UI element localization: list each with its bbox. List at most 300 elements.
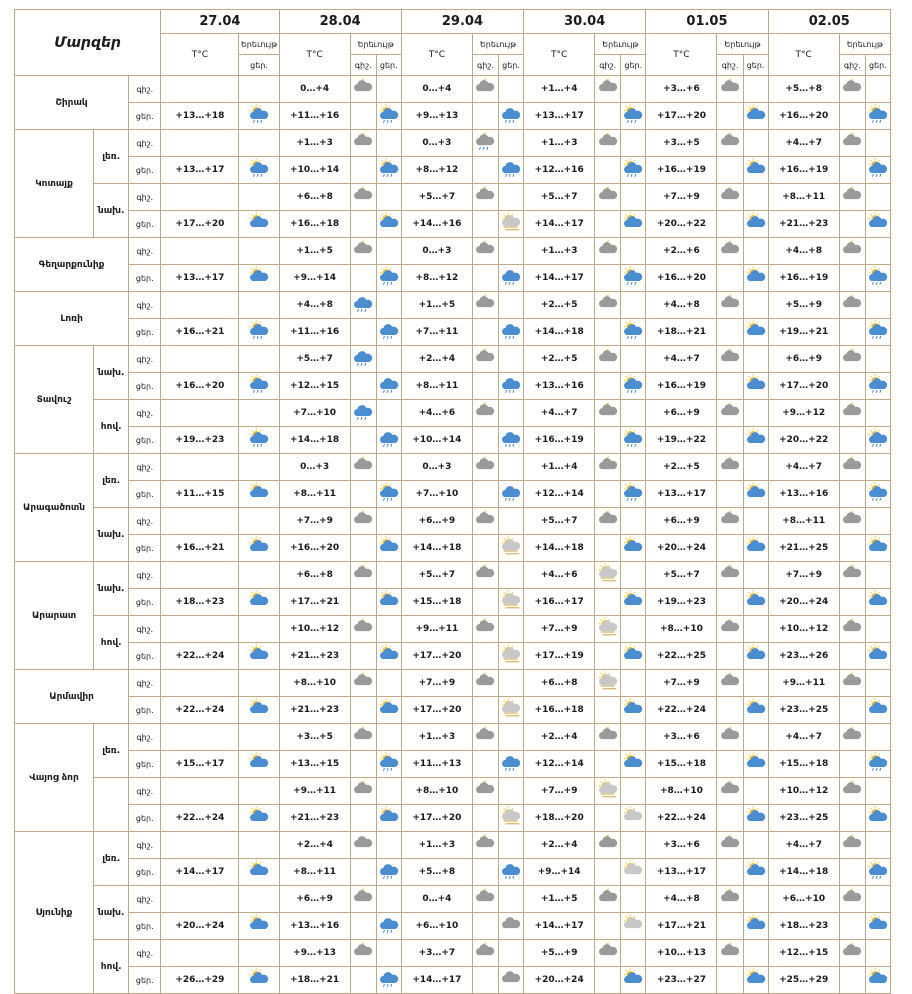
night-weather-icon-cell bbox=[472, 697, 498, 724]
sub-area-label: հով. bbox=[94, 616, 129, 670]
moon-cloud-icon bbox=[474, 886, 496, 912]
night-weather-icon-cell bbox=[350, 238, 376, 265]
weather-header: Երեւույթ bbox=[350, 34, 401, 55]
temperature-range: +8…+10 bbox=[279, 670, 350, 697]
night-weather-icon-cell bbox=[839, 481, 865, 508]
temperature-range: +9…+11 bbox=[401, 616, 472, 643]
night-weather-icon-cell bbox=[839, 778, 865, 805]
temp-header: T°C bbox=[401, 34, 472, 76]
sub-area-label: նախ. bbox=[94, 184, 129, 238]
weather-icon-cell bbox=[239, 805, 279, 832]
day-weather-icon-cell bbox=[865, 805, 890, 832]
temperature-range: +8…+11 bbox=[279, 859, 350, 886]
day-weather-icon-cell bbox=[376, 454, 401, 481]
partly-icon bbox=[248, 859, 270, 885]
day-weather-icon-cell bbox=[865, 832, 890, 859]
rain-sun-icon bbox=[867, 157, 889, 183]
fog-icon bbox=[500, 211, 522, 237]
day-weather-icon-cell bbox=[499, 481, 524, 508]
temperature-range: +23…+25 bbox=[768, 697, 839, 724]
temperature-range: +20…+22 bbox=[768, 427, 839, 454]
rain-sun-icon bbox=[378, 265, 400, 291]
time-of-day-label: ցեր. bbox=[129, 373, 161, 400]
sub-area-label: լեռ. bbox=[94, 130, 129, 184]
weather-icon-cell bbox=[239, 238, 279, 265]
time-of-day-label: ցեր. bbox=[129, 913, 161, 940]
moon-cloud-icon bbox=[597, 454, 619, 480]
night-weather-icon-cell bbox=[472, 157, 498, 184]
day-weather-icon-cell bbox=[865, 643, 890, 670]
partly-icon bbox=[248, 967, 270, 993]
day-weather-icon-cell bbox=[499, 940, 524, 967]
moon-cloud-icon bbox=[841, 130, 863, 156]
day-weather-icon-cell bbox=[499, 400, 524, 427]
day-weather-icon-cell bbox=[865, 211, 890, 238]
partly-icon bbox=[378, 643, 400, 669]
night-weather-icon-cell bbox=[472, 724, 498, 751]
night-weather-icon-cell bbox=[595, 265, 621, 292]
temperature-range: +13…+18 bbox=[161, 103, 239, 130]
regions-header: Մարզեր bbox=[15, 10, 161, 76]
weather-icon-cell bbox=[239, 697, 279, 724]
night-weather-icon-cell bbox=[350, 481, 376, 508]
day-weather-icon-cell bbox=[621, 238, 646, 265]
time-of-day-label: գիշ. bbox=[129, 400, 161, 427]
day-weather-icon-cell bbox=[865, 562, 890, 589]
night-weather-icon-cell bbox=[595, 616, 621, 643]
day-weather-icon-cell bbox=[499, 211, 524, 238]
rain-sun-icon bbox=[867, 859, 889, 885]
day-weather-icon-cell bbox=[376, 400, 401, 427]
day-weather-icon-cell bbox=[865, 670, 890, 697]
weather-icon-cell bbox=[239, 400, 279, 427]
temperature-range: +7…+9 bbox=[524, 616, 595, 643]
night-weather-icon-cell bbox=[350, 913, 376, 940]
day-weather-icon-cell bbox=[499, 805, 524, 832]
weather-icon-cell bbox=[239, 373, 279, 400]
night-weather-icon-cell bbox=[595, 454, 621, 481]
night-weather-icon-cell bbox=[472, 886, 498, 913]
day-weather-icon-cell bbox=[499, 643, 524, 670]
day-weather-icon-cell bbox=[743, 643, 768, 670]
time-of-day-label: գիշ. bbox=[129, 184, 161, 211]
temperature-range: +15…+18 bbox=[768, 751, 839, 778]
temperature-range: +14…+17 bbox=[524, 211, 595, 238]
night-weather-icon-cell bbox=[717, 184, 743, 211]
moon-cloud-icon bbox=[352, 670, 374, 696]
moon-cloud-icon bbox=[352, 184, 374, 210]
night-weather-icon-cell bbox=[717, 346, 743, 373]
temperature-range bbox=[161, 292, 239, 319]
night-weather-icon-cell bbox=[839, 751, 865, 778]
temperature-range: +4…+7 bbox=[768, 832, 839, 859]
rain-sun-icon bbox=[622, 373, 644, 399]
table-row bbox=[15, 643, 891, 670]
partly-icon bbox=[248, 211, 270, 237]
night-weather-icon-cell bbox=[595, 589, 621, 616]
day-weather-icon-cell bbox=[621, 76, 646, 103]
day-weather-icon-cell bbox=[376, 697, 401, 724]
day-weather-icon-cell bbox=[865, 481, 890, 508]
night-weather-icon-cell bbox=[595, 76, 621, 103]
temperature-range: +17…+20 bbox=[161, 211, 239, 238]
day-weather-icon-cell bbox=[621, 643, 646, 670]
day-weather-icon-cell bbox=[865, 292, 890, 319]
weather-header: Երեւույթ bbox=[839, 34, 890, 55]
night-weather-icon-cell bbox=[350, 724, 376, 751]
temperature-range: +10…+12 bbox=[768, 616, 839, 643]
temperature-range: +4…+7 bbox=[646, 346, 717, 373]
fog-icon bbox=[597, 670, 619, 696]
sub-area-label: նախ. bbox=[94, 346, 129, 400]
moon-cloud-icon bbox=[597, 184, 619, 210]
day-weather-icon-cell bbox=[865, 697, 890, 724]
moon-cloud-icon bbox=[841, 616, 863, 642]
moon-cloud-icon bbox=[474, 292, 496, 318]
night-weather-icon-cell bbox=[717, 697, 743, 724]
sub-area-label: լեռ. bbox=[94, 724, 129, 778]
day-weather-icon-cell bbox=[621, 670, 646, 697]
temperature-range: +5…+7 bbox=[401, 184, 472, 211]
day-weather-icon-cell bbox=[499, 967, 524, 994]
rain-sun-icon bbox=[248, 157, 270, 183]
time-of-day-label: գիշ. bbox=[129, 238, 161, 265]
temperature-range: +16…+19 bbox=[646, 157, 717, 184]
rain-sun-icon bbox=[378, 751, 400, 777]
temperature-range bbox=[161, 346, 239, 373]
time-of-day-label: գիշ. bbox=[129, 616, 161, 643]
day-weather-icon-cell bbox=[865, 454, 890, 481]
day-weather-icon-cell bbox=[499, 751, 524, 778]
night-weather-icon-cell bbox=[839, 265, 865, 292]
night-weather-icon-cell bbox=[839, 805, 865, 832]
table-row bbox=[15, 184, 891, 211]
day-weather-icon-cell bbox=[499, 76, 524, 103]
moon-cloud-icon bbox=[352, 508, 374, 534]
night-weather-icon-cell bbox=[595, 157, 621, 184]
night-weather-icon-cell bbox=[595, 940, 621, 967]
day-weather-icon-cell bbox=[376, 319, 401, 346]
night-weather-icon-cell bbox=[595, 400, 621, 427]
fog-icon bbox=[500, 589, 522, 615]
night-weather-icon-cell bbox=[595, 481, 621, 508]
day-weather-icon-cell bbox=[621, 724, 646, 751]
time-of-day-label: ցեր. bbox=[129, 535, 161, 562]
night-weather-icon-cell bbox=[595, 238, 621, 265]
temperature-range: +4…+6 bbox=[401, 400, 472, 427]
moon-cloud-icon bbox=[719, 670, 741, 696]
temperature-range: +2…+4 bbox=[524, 832, 595, 859]
temperature-range: +13…+15 bbox=[279, 751, 350, 778]
time-of-day-label: ցեր. bbox=[129, 319, 161, 346]
temperature-range: 0…+3 bbox=[401, 130, 472, 157]
day-weather-icon-cell bbox=[865, 400, 890, 427]
rain-icon bbox=[500, 481, 522, 507]
fog-icon bbox=[500, 697, 522, 723]
moon-cloud-icon bbox=[597, 400, 619, 426]
day-weather-icon-cell bbox=[865, 373, 890, 400]
day-weather-icon-cell bbox=[499, 103, 524, 130]
moon-cloud-icon bbox=[719, 130, 741, 156]
time-of-day-label: ցեր. bbox=[129, 805, 161, 832]
night-header: գիշ. bbox=[717, 55, 743, 76]
rain-icon bbox=[500, 859, 522, 885]
day-weather-icon-cell bbox=[743, 535, 768, 562]
weather-icon-cell bbox=[239, 76, 279, 103]
temperature-range: +21…+25 bbox=[768, 535, 839, 562]
night-weather-icon-cell bbox=[350, 76, 376, 103]
table-row bbox=[15, 832, 891, 859]
partly-icon bbox=[867, 589, 889, 615]
temperature-range: 0…+3 bbox=[401, 238, 472, 265]
rain-sun-icon bbox=[867, 427, 889, 453]
rain-icon bbox=[500, 265, 522, 291]
partly-icon bbox=[622, 697, 644, 723]
cloud-sun-icon bbox=[622, 859, 644, 885]
moon-rain-icon bbox=[474, 130, 496, 156]
night-weather-icon-cell bbox=[595, 859, 621, 886]
day-weather-icon-cell bbox=[376, 265, 401, 292]
temp-header: T°C bbox=[279, 34, 350, 76]
moon-cloud-icon bbox=[719, 76, 741, 102]
rain-sun-icon bbox=[622, 481, 644, 507]
night-weather-icon-cell bbox=[839, 832, 865, 859]
temperature-range: +13…+17 bbox=[646, 859, 717, 886]
moon-cloud-icon bbox=[597, 886, 619, 912]
day-weather-icon-cell bbox=[499, 292, 524, 319]
night-weather-icon-cell bbox=[350, 292, 376, 319]
rain-icon bbox=[352, 292, 374, 318]
day-weather-icon-cell bbox=[865, 886, 890, 913]
day-weather-icon-cell bbox=[499, 832, 524, 859]
weather-icon-cell bbox=[239, 670, 279, 697]
moon-cloud-icon bbox=[352, 886, 374, 912]
rain-icon bbox=[500, 373, 522, 399]
night-weather-icon-cell bbox=[839, 697, 865, 724]
day-weather-icon-cell bbox=[743, 130, 768, 157]
time-of-day-label: ցեր. bbox=[129, 427, 161, 454]
day-weather-icon-cell bbox=[376, 859, 401, 886]
moon-cloud-icon bbox=[352, 940, 374, 966]
table-row bbox=[15, 130, 891, 157]
partly-icon bbox=[745, 805, 767, 831]
day-weather-icon-cell bbox=[865, 751, 890, 778]
night-weather-icon-cell bbox=[717, 886, 743, 913]
night-weather-icon-cell bbox=[472, 76, 498, 103]
temperature-range: +8…+10 bbox=[646, 778, 717, 805]
night-weather-icon-cell bbox=[839, 427, 865, 454]
temperature-range: +19…+21 bbox=[768, 319, 839, 346]
day-weather-icon-cell bbox=[743, 103, 768, 130]
moon-cloud-icon bbox=[597, 508, 619, 534]
rain-icon bbox=[500, 427, 522, 453]
night-weather-icon-cell bbox=[839, 400, 865, 427]
temperature-range: +2…+6 bbox=[646, 238, 717, 265]
day-weather-icon-cell bbox=[499, 265, 524, 292]
temperature-range: +10…+13 bbox=[646, 940, 717, 967]
moon-cloud-icon bbox=[719, 832, 741, 858]
day-weather-icon-cell bbox=[376, 643, 401, 670]
region-name: Արարատ bbox=[15, 562, 94, 670]
temperature-range: +1…+3 bbox=[401, 724, 472, 751]
time-of-day-label: գիշ. bbox=[129, 130, 161, 157]
weather-icon-cell bbox=[239, 940, 279, 967]
partly-icon bbox=[248, 265, 270, 291]
night-weather-icon-cell bbox=[839, 859, 865, 886]
partly-icon bbox=[745, 427, 767, 453]
night-weather-icon-cell bbox=[350, 589, 376, 616]
night-weather-icon-cell bbox=[717, 427, 743, 454]
partly-icon bbox=[248, 751, 270, 777]
temperature-range: +7…+9 bbox=[646, 670, 717, 697]
night-weather-icon-cell bbox=[595, 103, 621, 130]
cloud-sun-icon bbox=[622, 913, 644, 939]
table-row bbox=[15, 346, 891, 373]
temperature-range: +9…+11 bbox=[768, 670, 839, 697]
day-weather-icon-cell bbox=[499, 859, 524, 886]
night-header: գիշ. bbox=[839, 55, 865, 76]
night-weather-icon-cell bbox=[472, 508, 498, 535]
temperature-range: +18…+20 bbox=[524, 805, 595, 832]
night-weather-icon-cell bbox=[350, 670, 376, 697]
temperature-range: +8…+12 bbox=[401, 265, 472, 292]
time-of-day-label: գիշ. bbox=[129, 670, 161, 697]
table-row bbox=[15, 373, 891, 400]
temperature-range: +14…+18 bbox=[279, 427, 350, 454]
day-weather-icon-cell bbox=[743, 157, 768, 184]
moon-cloud-icon bbox=[597, 130, 619, 156]
temperature-range: +3…+5 bbox=[279, 724, 350, 751]
night-weather-icon-cell bbox=[839, 724, 865, 751]
moon-cloud-icon bbox=[474, 346, 496, 372]
table-row bbox=[15, 400, 891, 427]
temperature-range bbox=[161, 508, 239, 535]
night-weather-icon-cell bbox=[839, 967, 865, 994]
temperature-range bbox=[161, 76, 239, 103]
moon-cloud-icon bbox=[841, 238, 863, 264]
temperature-range: +11…+16 bbox=[279, 103, 350, 130]
night-weather-icon-cell bbox=[595, 427, 621, 454]
temperature-range: +13…+17 bbox=[161, 265, 239, 292]
temperature-range: 0…+4 bbox=[279, 76, 350, 103]
temperature-range: +14…+17 bbox=[161, 859, 239, 886]
moon-cloud-icon bbox=[352, 238, 374, 264]
sub-area-label: հով. bbox=[94, 940, 129, 994]
temperature-range: +3…+6 bbox=[646, 76, 717, 103]
moon-cloud-icon bbox=[597, 724, 619, 750]
temperature-range: +17…+20 bbox=[768, 373, 839, 400]
night-weather-icon-cell bbox=[717, 76, 743, 103]
day-weather-icon-cell bbox=[865, 103, 890, 130]
moon-cloud-icon bbox=[719, 562, 741, 588]
temperature-range: +17…+20 bbox=[401, 805, 472, 832]
night-weather-icon-cell bbox=[350, 832, 376, 859]
day-weather-icon-cell bbox=[499, 319, 524, 346]
weather-icon-cell bbox=[239, 859, 279, 886]
night-weather-icon-cell bbox=[595, 562, 621, 589]
temperature-range: +25…+29 bbox=[768, 967, 839, 994]
table-row bbox=[15, 859, 891, 886]
temperature-range: +20…+24 bbox=[524, 967, 595, 994]
temperature-range: +20…+24 bbox=[161, 913, 239, 940]
night-weather-icon-cell bbox=[350, 535, 376, 562]
moon-cloud-icon bbox=[719, 400, 741, 426]
temperature-range bbox=[161, 940, 239, 967]
weather-header: Երեւույթ bbox=[717, 34, 768, 55]
time-of-day-label: գիշ. bbox=[129, 886, 161, 913]
rain-sun-icon bbox=[867, 103, 889, 129]
day-weather-icon-cell bbox=[621, 913, 646, 940]
rain-sun-icon bbox=[622, 427, 644, 453]
temperature-range: +7…+9 bbox=[279, 508, 350, 535]
moon-cloud-icon bbox=[474, 562, 496, 588]
night-weather-icon-cell bbox=[350, 184, 376, 211]
night-weather-icon-cell bbox=[839, 103, 865, 130]
day-header: ցեր. bbox=[376, 55, 401, 76]
night-weather-icon-cell bbox=[472, 589, 498, 616]
moon-cloud-icon bbox=[352, 778, 374, 804]
temperature-range: +7…+9 bbox=[524, 778, 595, 805]
day-weather-icon-cell bbox=[499, 886, 524, 913]
night-weather-icon-cell bbox=[839, 508, 865, 535]
temperature-range: +22…+25 bbox=[646, 643, 717, 670]
rain-icon bbox=[378, 859, 400, 885]
time-of-day-label: ցեր. bbox=[129, 157, 161, 184]
partly-icon bbox=[745, 103, 767, 129]
rain-icon bbox=[378, 373, 400, 399]
night-weather-icon-cell bbox=[595, 832, 621, 859]
date-header: 30.04 bbox=[524, 10, 646, 34]
day-weather-icon-cell bbox=[499, 238, 524, 265]
moon-cloud-icon bbox=[719, 940, 741, 966]
day-weather-icon-cell bbox=[499, 130, 524, 157]
temperature-range: +7…+10 bbox=[401, 481, 472, 508]
fog-icon bbox=[597, 616, 619, 642]
day-weather-icon-cell bbox=[376, 211, 401, 238]
night-weather-icon-cell bbox=[595, 643, 621, 670]
night-weather-icon-cell bbox=[472, 184, 498, 211]
temperature-range: +4…+8 bbox=[768, 238, 839, 265]
partly-icon bbox=[867, 913, 889, 939]
day-weather-icon-cell bbox=[376, 157, 401, 184]
temperature-range: +17…+21 bbox=[646, 913, 717, 940]
temperature-range: +1…+3 bbox=[524, 130, 595, 157]
night-weather-icon-cell bbox=[595, 967, 621, 994]
weather-icon-cell bbox=[239, 724, 279, 751]
table-row bbox=[15, 724, 891, 751]
temperature-range: +21…+23 bbox=[279, 643, 350, 670]
temperature-range: +22…+24 bbox=[646, 697, 717, 724]
day-weather-icon-cell bbox=[743, 724, 768, 751]
night-weather-icon-cell bbox=[595, 373, 621, 400]
rain-sun-icon bbox=[867, 751, 889, 777]
time-of-day-label: ցեր. bbox=[129, 481, 161, 508]
partly-icon bbox=[378, 805, 400, 831]
forecast-table bbox=[14, 9, 891, 994]
time-of-day-label: ցեր. bbox=[129, 859, 161, 886]
temperature-range: +15…+17 bbox=[161, 751, 239, 778]
night-weather-icon-cell bbox=[595, 535, 621, 562]
night-weather-icon-cell bbox=[350, 967, 376, 994]
day-weather-icon-cell bbox=[499, 184, 524, 211]
night-weather-icon-cell bbox=[839, 616, 865, 643]
temperature-range: +16…+21 bbox=[161, 319, 239, 346]
day-weather-icon-cell bbox=[376, 832, 401, 859]
temperature-range: +8…+11 bbox=[279, 481, 350, 508]
day-weather-icon-cell bbox=[376, 238, 401, 265]
temperature-range bbox=[161, 562, 239, 589]
temperature-range: +7…+9 bbox=[768, 562, 839, 589]
